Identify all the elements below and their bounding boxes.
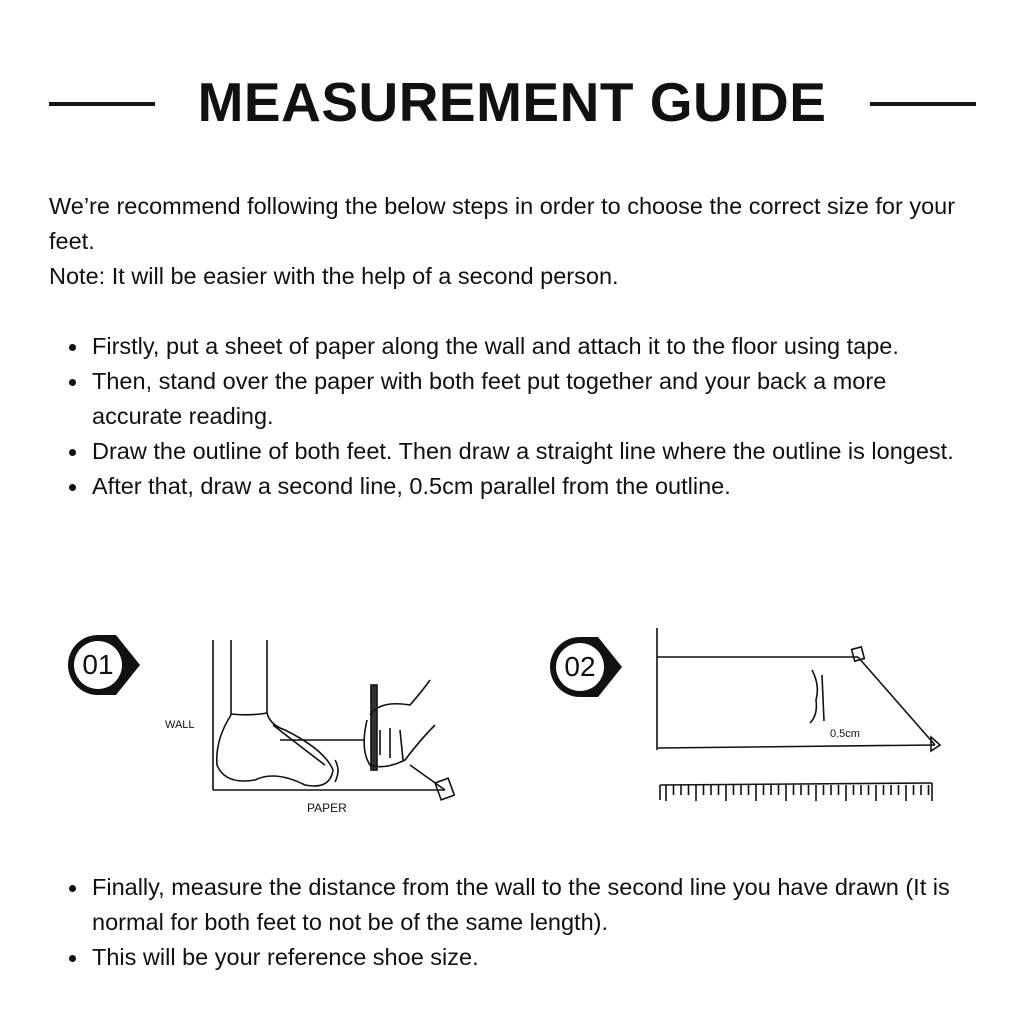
foot-against-wall-illustration xyxy=(155,630,455,830)
intro-note: Note: It will be easier with the help of a second person. xyxy=(49,263,619,289)
badge-number: 01 xyxy=(82,649,114,680)
wall-label: WALL xyxy=(165,719,195,731)
badge-number: 02 xyxy=(564,651,596,682)
list-item: Finally, measure the distance from the wall to the second line you have drawn (It is normal for both feet to not be of the same length). xyxy=(49,870,964,940)
paper-outline-illustration xyxy=(650,625,950,815)
list-item: After that, draw a second line, 0.5cm parallel from the outline. xyxy=(49,469,964,504)
page-title: MEASUREMENT GUIDE xyxy=(197,71,827,133)
list-item: Then, stand over the paper with both feet put together and your back a more accurate reading. xyxy=(49,364,964,434)
steps-list xyxy=(49,329,964,504)
paper-label: PAPER xyxy=(307,801,347,815)
offset-label: 0.5cm xyxy=(830,728,860,740)
final-steps-list xyxy=(49,870,964,975)
list-item: This will be your reference shoe size. xyxy=(49,940,964,975)
intro-text: We’re recommend following the below steps in order to choose the correct size for your feet. xyxy=(49,193,956,254)
list-item: Firstly, put a sheet of paper along the wall and attach it to the floor using tape. xyxy=(49,329,964,364)
list-item: Draw the outline of both feet. Then draw a straight line where the outline is longest. xyxy=(49,434,964,469)
